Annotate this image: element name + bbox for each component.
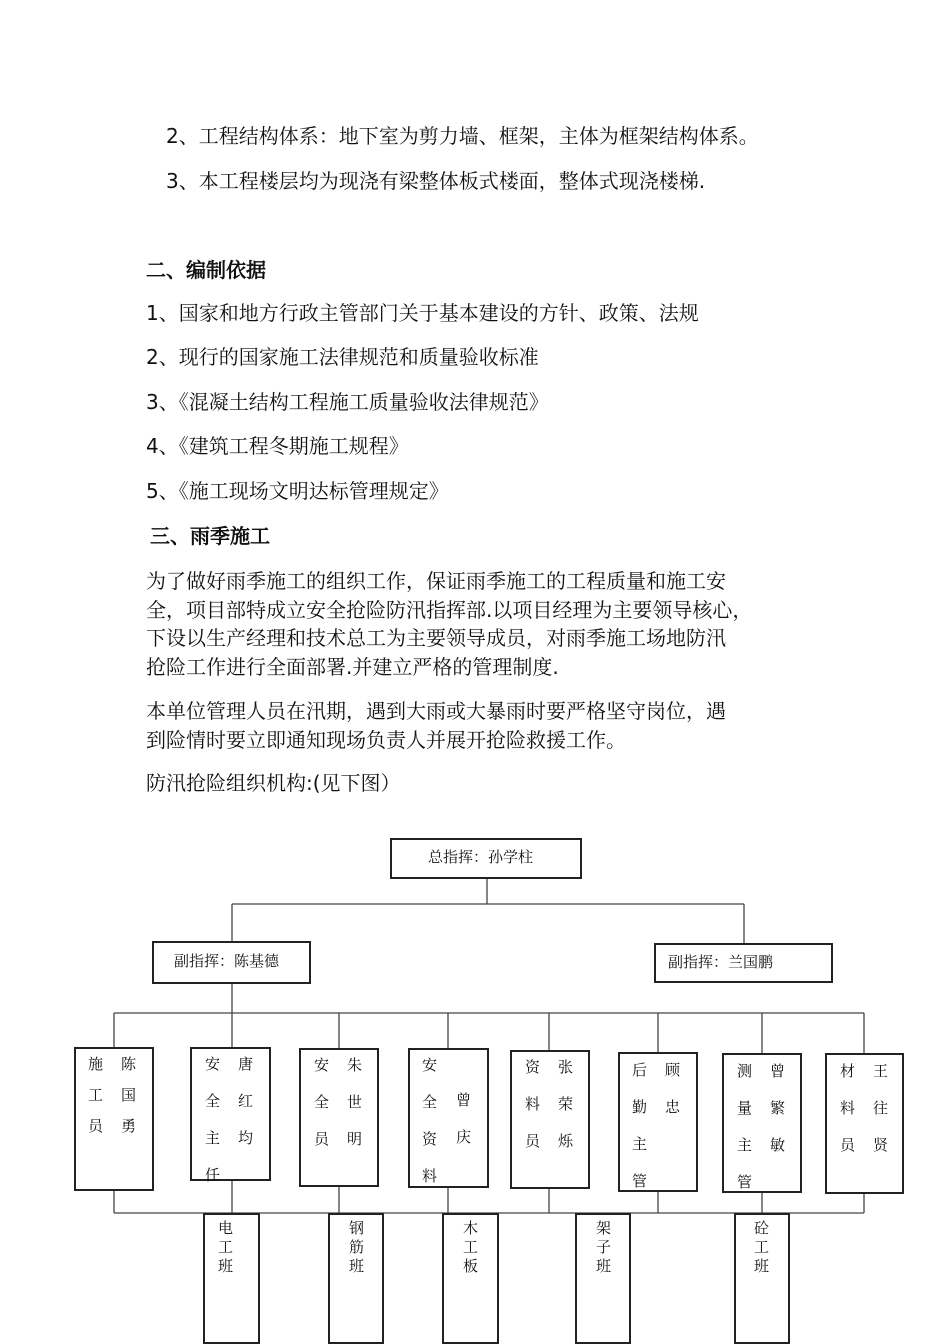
role-person-char: 烁 bbox=[558, 1132, 574, 1150]
role-person-char: 陈 bbox=[121, 1055, 137, 1073]
role-person-char: 世 bbox=[347, 1093, 363, 1111]
role-title-char: 资 bbox=[525, 1058, 541, 1076]
role-title-char: 全 bbox=[422, 1093, 438, 1111]
role-title-char: 安 bbox=[422, 1056, 438, 1074]
role-person-char: 唐 bbox=[238, 1055, 254, 1073]
role-person-char: 庆 bbox=[456, 1128, 472, 1146]
role-title-char: 安 bbox=[205, 1055, 221, 1073]
role-title-char: 量 bbox=[737, 1099, 753, 1117]
team-char: 板 bbox=[463, 1257, 479, 1275]
role-title-char: 材 bbox=[840, 1062, 856, 1080]
role-title-char: 料 bbox=[525, 1095, 541, 1113]
role-box-survey-manager bbox=[722, 1053, 802, 1193]
role-title-char: 后 bbox=[632, 1061, 648, 1079]
role-title-char: 安 bbox=[314, 1056, 330, 1074]
role-person-char: 忠 bbox=[665, 1098, 681, 1116]
role-title-char: 勤 bbox=[632, 1098, 648, 1116]
basis-item: 1、国家和地方行政主管部门关于基本建设的方针、政策、法规 bbox=[146, 301, 699, 325]
team-box-rebar bbox=[328, 1213, 384, 1344]
role-person-char: 往 bbox=[873, 1099, 889, 1117]
role-person-char: 顾 bbox=[665, 1061, 681, 1079]
team-char: 班 bbox=[596, 1257, 612, 1275]
role-title-char: 工 bbox=[88, 1086, 104, 1104]
role-box-safety-officer bbox=[299, 1048, 379, 1187]
team-char: 工 bbox=[463, 1238, 479, 1256]
team-char: 筋 bbox=[349, 1238, 365, 1256]
intro-item-3: 3、本工程楼层均为现浇有梁整体板式楼面，整体式现浇楼梯. bbox=[166, 169, 706, 193]
role-title-char: 料 bbox=[840, 1099, 856, 1117]
role-title-char: 员 bbox=[525, 1132, 541, 1150]
role-title-char: 施 bbox=[88, 1055, 104, 1073]
role-title-char: 主 bbox=[632, 1135, 648, 1153]
team-char: 工 bbox=[754, 1238, 770, 1256]
role-box-materials-clerk bbox=[825, 1053, 904, 1194]
intro-item-2: 2、工程结构体系：地下室为剪力墙、框架，主体为框架结构体系。 bbox=[166, 124, 759, 148]
team-char: 子 bbox=[596, 1238, 612, 1256]
role-person-char: 国 bbox=[121, 1086, 137, 1104]
org-chart-caption: 防汛抢险组织机构:(见下图） bbox=[146, 771, 401, 795]
team-char: 砼 bbox=[754, 1219, 770, 1237]
paragraph-line: 为了做好雨季施工的组织工作，保证雨季施工的工程质量和施工安 bbox=[146, 569, 726, 593]
paragraph-line: 全，项目部特成立安全抢险防汛指挥部.以项目经理为主要领导核心， bbox=[146, 597, 753, 622]
team-char: 架 bbox=[596, 1219, 612, 1237]
role-person-char: 张 bbox=[558, 1058, 574, 1076]
team-char: 木 bbox=[463, 1219, 479, 1237]
role-title-char: 料 bbox=[422, 1167, 438, 1185]
team-char: 班 bbox=[754, 1257, 770, 1275]
role-person-char: 贤 bbox=[873, 1136, 889, 1154]
role-person-char: 敏 bbox=[770, 1136, 786, 1154]
section-heading-basis: 二、编制依据 bbox=[146, 258, 266, 282]
deputy-right-label: 副指挥：兰国鹏 bbox=[668, 953, 774, 971]
basis-item: 2、现行的国家施工法律规范和质量验收标准 bbox=[146, 345, 539, 369]
role-box-logistics-manager bbox=[618, 1052, 698, 1192]
deputy-left-box bbox=[152, 941, 311, 984]
team-char: 班 bbox=[349, 1257, 365, 1275]
team-box-concrete bbox=[734, 1213, 790, 1344]
role-person-char: 王 bbox=[873, 1062, 889, 1080]
role-person-char: 荣 bbox=[558, 1095, 574, 1113]
role-person-char: 曾 bbox=[770, 1062, 786, 1080]
role-box-records-clerk bbox=[510, 1050, 590, 1189]
role-title-char: 员 bbox=[88, 1117, 104, 1135]
role-person-char: 明 bbox=[347, 1130, 363, 1148]
role-title-char: 主 bbox=[737, 1136, 753, 1154]
role-box-construction-staff bbox=[74, 1047, 154, 1191]
role-title-char: 员 bbox=[314, 1130, 330, 1148]
team-box-formwork bbox=[442, 1213, 499, 1344]
role-person-char: 勇 bbox=[121, 1117, 137, 1135]
role-person-char: 均 bbox=[238, 1129, 254, 1147]
role-title-char: 员 bbox=[840, 1136, 856, 1154]
role-title-char: 任 bbox=[205, 1166, 221, 1184]
role-title-char: 全 bbox=[314, 1093, 330, 1111]
team-char: 电 bbox=[218, 1219, 234, 1237]
role-title-char: 资 bbox=[422, 1130, 438, 1148]
team-char: 钢 bbox=[349, 1219, 365, 1237]
team-char: 班 bbox=[218, 1257, 234, 1275]
paragraph-line: 下设以生产经理和技术总工为主要领导成员，对雨季施工场地防汛 bbox=[146, 626, 726, 650]
role-box-safety-director bbox=[190, 1047, 271, 1184]
paragraph-line: 到险情时要立即通知现场负责人并展开抢险救援工作。 bbox=[146, 727, 626, 752]
basis-item: 5、《施工现场文明达标管理规定》 bbox=[146, 479, 449, 503]
role-title-char: 管 bbox=[737, 1173, 753, 1191]
paragraph-line: 抢险工作进行全面部署.并建立严格的管理制度. bbox=[146, 654, 559, 679]
role-person-char: 红 bbox=[238, 1092, 254, 1110]
deputy-right-box bbox=[654, 943, 833, 983]
team-char: 工 bbox=[218, 1238, 234, 1256]
role-person-char: 曾 bbox=[456, 1091, 472, 1109]
basis-item: 4、《建筑工程冬期施工规程》 bbox=[146, 434, 409, 458]
basis-item: 3、《混凝土结构工程施工质量验收法律规范》 bbox=[146, 390, 549, 414]
commander-box bbox=[390, 838, 582, 879]
role-person-char: 朱 bbox=[347, 1056, 363, 1074]
role-title-char: 主 bbox=[205, 1129, 221, 1147]
commander-label: 总指挥：孙学柱 bbox=[428, 848, 534, 866]
paragraph-line: 本单位管理人员在汛期，遇到大雨或大暴雨时要严格坚守岗位，遇 bbox=[146, 699, 726, 723]
role-title-char: 测 bbox=[737, 1062, 753, 1080]
deputy-left-label: 副指挥：陈基德 bbox=[174, 952, 280, 970]
team-box-scaffolding bbox=[575, 1213, 631, 1344]
role-box-safety-records bbox=[408, 1048, 489, 1188]
team-box-electrical bbox=[203, 1213, 260, 1344]
section-heading-rainy-season: 三、雨季施工 bbox=[150, 524, 270, 548]
role-title-char: 管 bbox=[632, 1172, 648, 1190]
role-person-char: 繁 bbox=[770, 1099, 786, 1117]
role-title-char: 全 bbox=[205, 1092, 221, 1110]
